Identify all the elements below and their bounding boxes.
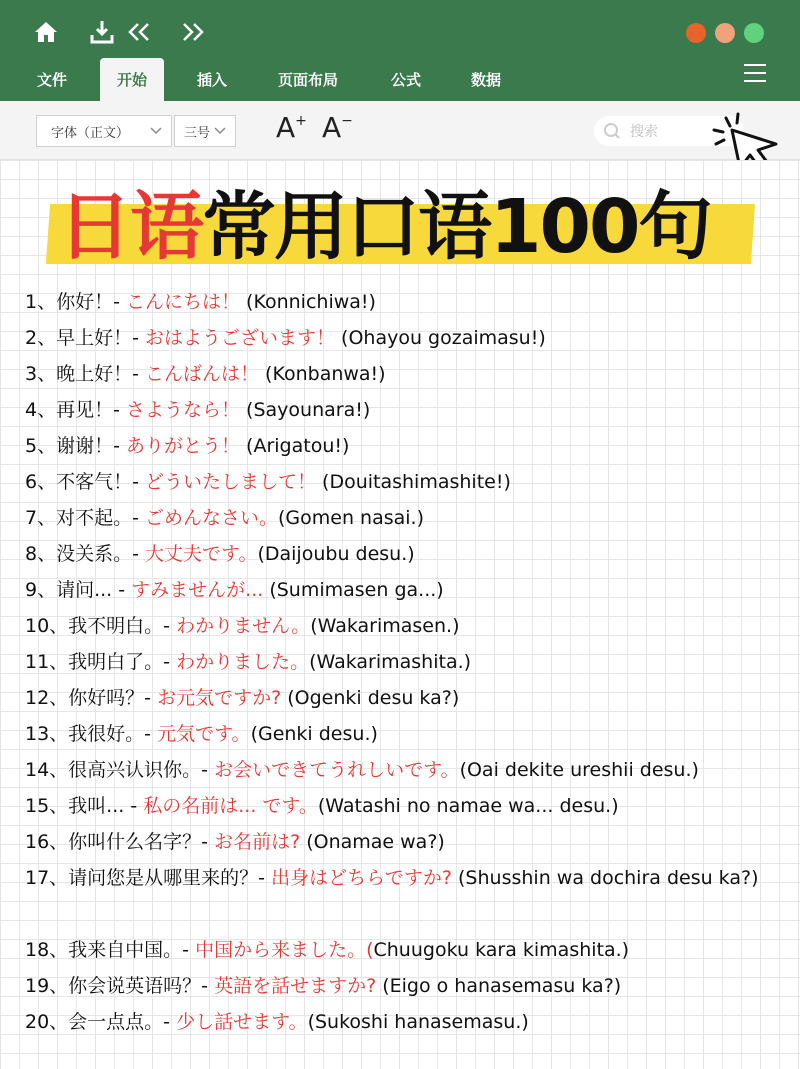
phrase-row: 7、对不起。- ごめんなさい。(Gomen nasai.) (25, 507, 424, 529)
chevron-down-icon (213, 122, 227, 140)
shrink-font-button[interactable]: A− (322, 111, 353, 144)
font-family-select[interactable] (36, 115, 172, 147)
phrase-row: 8、没关系。- 大丈夫です。(Daijoubu desu.) (25, 543, 415, 565)
phrase-row: 15、我叫... - 私の名前は... です。(Watashi no namae wa... desu.) (25, 795, 619, 817)
menu-file[interactable]: 文件 (36, 71, 67, 89)
menu-data[interactable]: 数据 (470, 71, 501, 89)
phrase-row: 10、我不明白。- わかりません。(Wakarimasen.) (25, 615, 460, 637)
search-placeholder: 搜索 (630, 124, 658, 140)
phrase-row: 1、你好！- こんにちは！ (Konnichiwa!) (25, 291, 376, 313)
chevron-down-icon (149, 122, 163, 140)
menu-page-layout[interactable]: 页面布局 (277, 71, 338, 89)
phrase-row: 6、不客气！- どういたしまして！ (Douitashimashite!) (25, 471, 511, 493)
double-chevron-right-icon[interactable] (178, 18, 206, 46)
grow-font-button[interactable]: A+ (276, 111, 307, 144)
phrase-row: 12、你好吗？- お元気ですか? (Ogenki desu ka?) (25, 687, 460, 709)
phrase-row: 18、我来自中国。- 中国から来ました。(Chuugoku kara kimashita.) (25, 939, 630, 961)
font-size-value: 三号 (184, 125, 211, 141)
menu-home[interactable]: 开始 (100, 58, 164, 101)
phrase-row: 3、晚上好！- こんばんは！ (Konbanwa!) (25, 363, 386, 385)
phrase-row: 14、很高兴认识你。- お会いできてうれしいです。(Oai dekite ureshii desu.) (25, 759, 699, 781)
phrase-row: 13、我很好。- 元気です。(Genki desu.) (25, 723, 378, 745)
menu-formula[interactable]: 公式 (390, 71, 421, 89)
headline-black: 常用口语100句 (202, 184, 711, 270)
search-icon (594, 121, 624, 141)
phrase-row: 9、请问... - すみませんが... (Sumimasen ga...) (25, 579, 444, 601)
maximize-window-button[interactable] (744, 23, 764, 43)
minimize-window-button[interactable] (715, 23, 735, 43)
headline-red: 日语 (58, 184, 202, 270)
phrase-row: 11、我明白了。- わかりました。(Wakarimashita.) (25, 651, 472, 673)
phrase-row: 19、你会说英语吗？- 英語を話せますか? (Eigo o hanasemasu ka?) (25, 975, 622, 997)
font-family-value: 字体（正文） (51, 125, 130, 141)
phrase-row: 20、会一点点。- 少し話せます。(Sukoshi hanasemasu.) (25, 1011, 529, 1033)
menu-insert[interactable]: 插入 (196, 71, 227, 89)
phrase-row: 5、谢谢！- ありがとう！ (Arigatou!) (25, 435, 350, 457)
home-icon[interactable] (32, 18, 60, 46)
phrase-row: 2、早上好！- おはようございます！ (Ohayou gozaimasu!) (25, 327, 546, 349)
headline (58, 182, 778, 272)
font-size-select[interactable] (174, 115, 236, 147)
phrase-row: 17、请问您是从哪里来的？- 出身はどちらですか? (Shusshin wa dochira desu ka?) (25, 867, 759, 889)
double-chevron-left-icon[interactable] (126, 18, 154, 46)
title-bar (0, 0, 800, 101)
phrase-row: 16、你叫什么名字？- お名前は? (Onamae wa?) (25, 831, 445, 853)
phrase-row: 4、再见！- さようなら！ (Sayounara!) (25, 399, 371, 421)
hamburger-menu-icon[interactable] (744, 64, 766, 82)
close-window-button[interactable] (686, 23, 706, 43)
download-icon[interactable] (88, 18, 116, 46)
